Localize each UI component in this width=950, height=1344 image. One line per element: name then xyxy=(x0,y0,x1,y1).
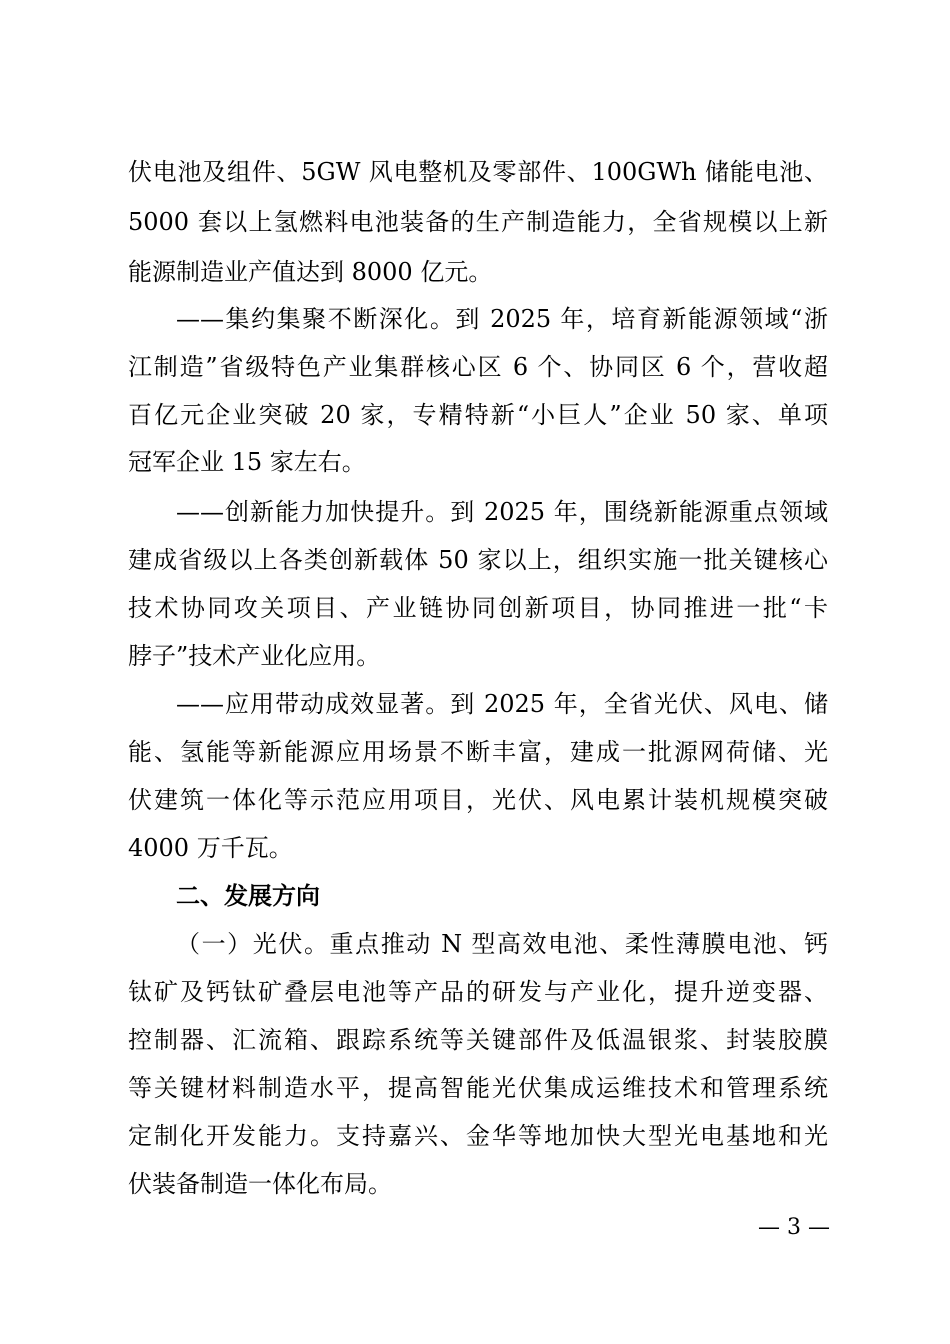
paragraph-line: 百亿元企业突破 20 家，专精特新“小巨人”企业 50 家、单项 xyxy=(128,401,828,429)
paragraph-line: 江制造”省级特色产业集群核心区 6 个、协同区 6 个，营收超 xyxy=(128,353,828,381)
paragraph-line: ——集约集聚不断深化。到 2025 年，培育新能源领域“浙 xyxy=(176,305,828,333)
paragraph-line: 4000 万千瓦。 xyxy=(128,834,293,862)
paragraph-line: ——应用带动成效显著。到 2025 年，全省光伏、风电、储 xyxy=(176,690,828,718)
paragraph-line: 伏建筑一体化等示范应用项目，光伏、风电累计装机规模突破 xyxy=(128,786,828,814)
paragraph-line: 等关键材料制造水平，提高智能光伏集成运维技术和管理系统 xyxy=(128,1074,828,1102)
paragraph-line: （一）光伏。重点推动 N 型高效电池、柔性薄膜电池、钙 xyxy=(176,930,828,958)
paragraph-line: 伏电池及组件、5GW 风电整机及零部件、100GWh 储能电池、 xyxy=(128,158,828,186)
section-heading: 二、发展方向 xyxy=(176,882,320,910)
paragraph-line: 技术协同攻关项目、产业链协同创新项目，协同推进一批“卡 xyxy=(128,594,828,622)
paragraph-line: 能源制造业产值达到 8000 亿元。 xyxy=(128,258,493,286)
paragraph-line: 建成省级以上各类创新载体 50 家以上，组织实施一批关键核心 xyxy=(128,546,828,574)
paragraph-line: 钛矿及钙钛矿叠层电池等产品的研发与产业化，提升逆变器、 xyxy=(128,978,828,1006)
page-number: — 3 — xyxy=(758,1215,830,1240)
paragraph-line: 能、氢能等新能源应用场景不断丰富，建成一批源网荷储、光 xyxy=(128,738,828,766)
paragraph-line: 脖子”技术产业化应用。 xyxy=(128,642,381,670)
paragraph-line: 伏装备制造一体化布局。 xyxy=(128,1170,392,1198)
paragraph-line: 5000 套以上氢燃料电池装备的生产制造能力，全省规模以上新 xyxy=(128,208,828,236)
paragraph-line: 定制化开发能力。支持嘉兴、金华等地加快大型光电基地和光 xyxy=(128,1122,828,1150)
paragraph-line: ——创新能力加快提升。到 2025 年，围绕新能源重点领域 xyxy=(176,498,828,526)
paragraph-line: 冠军企业 15 家左右。 xyxy=(128,448,366,476)
paragraph-line: 控制器、汇流箱、跟踪系统等关键部件及低温银浆、封装胶膜 xyxy=(128,1026,828,1054)
